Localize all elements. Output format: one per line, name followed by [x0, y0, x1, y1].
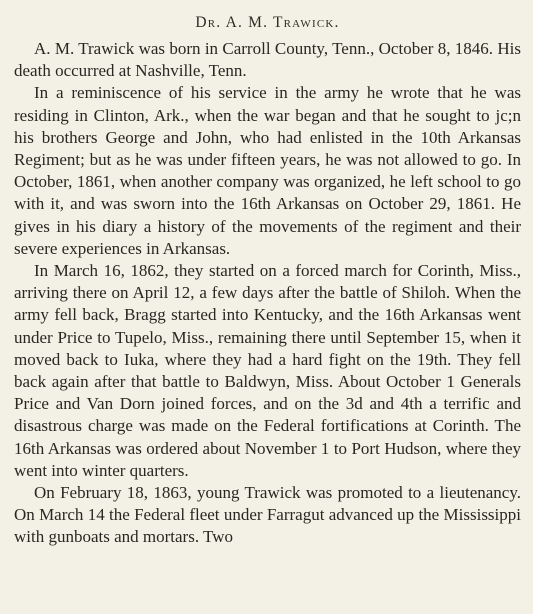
page-title: Dr. A. M. Trawick.	[195, 14, 340, 31]
paragraph-reminiscence: In a reminiscence of his service in the army he wrote that he was residing in Clinton, Ark., when the war began and that he sought to jc;n his brothers George and John, who had enlisted in the 10th Arkansas Regiment; but as he was under fifteen years, he was not allowed to go. In October, 1861, when another company was organized, he left school to go with it, and was sworn into the 16th Arkansas on October 29, 1861. He gives in his diary a history of the movements of the regiment and their severe experiences in Arkansas.	[14, 83, 521, 258]
paragraph-february-1863: On February 18, 1863, young Trawick was promoted to a lieutenancy. On March 14 the Federal fleet under Farragut advanced up the Mississippi with gunboats and mortars. Two	[14, 483, 521, 547]
paragraph-birth: A. M. Trawick was born in Carroll County, Tenn., October 8, 1846. His death occurred at Nashville, Tenn.	[14, 39, 521, 81]
paragraph-march-1862: In March 16, 1862, they started on a forced march for Corinth, Miss., arriving there on April 12, a few days after the battle of Shiloh. When the army fell back, Bragg started into Kentucky, and the 16th Arkansas went under Price to Tupelo, Miss., remaining there until September 15, when it moved back to Iuka, where they had a hard fight on the 19th. They fell back again after that battle to Baldwyn, Miss. About October 1 Generals Price and Van Dorn joined forces, and on the 3d and 4th a terrific and disastrous charge was made on the Federal fortifications at Corinth. The 16th Arkansas was ordered about November 1 to Port Hudson, where they went into winter quarters.	[14, 261, 521, 480]
